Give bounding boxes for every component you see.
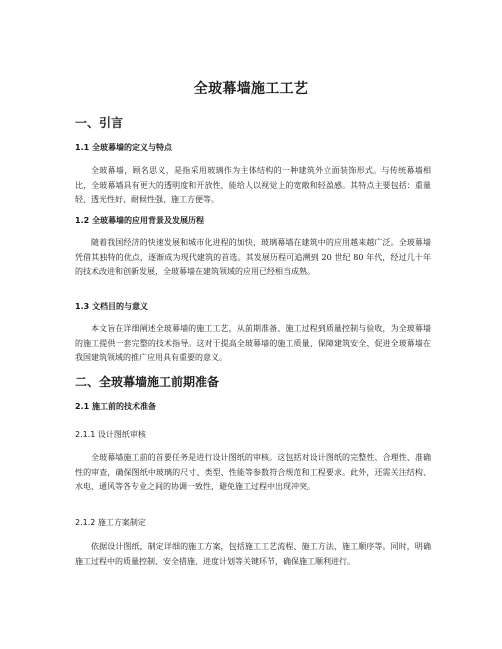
section-1-1-paragraph: 全玻幕墙，顾名思义，是指采用玻璃作为主体结构的一种建筑外立面装饰形式。与传统幕墙相比，全玻幕墙具有更大的透明度和开放性，能给人以视觉上的宽敞和轻盈感。其特点主要包括：重量轻、透光性好、耐候性强、施工方便等。 — [75, 166, 431, 204]
section-2-1-1-paragraph: 全玻幕墙施工前的首要任务是进行设计图纸的审核。这包括对设计图纸的完整性、合理性、准确性的审查，确保图纸中玻璃的尺寸、类型、性能等参数符合规范和工程要求。此外，还需关注结构、水电、通风等各专业之间的协调一致性，避免施工过程中出现冲突。 — [75, 453, 431, 491]
section-2-heading: 二、全玻幕墙施工前期准备 — [75, 375, 220, 389]
document-title: 全玻幕墙施工工艺 — [193, 81, 309, 97]
section-1-2-paragraph: 随着我国经济的快速发展和城市化进程的加快，玻璃幕墙在建筑中的应用越来越广泛。全玻幕墙凭借其独特的优点，逐渐成为现代建筑的首选。其发展历程可追溯到 20 世纪 80 年代，经过几十年的技术改进和创新发展，全玻幕墙在建筑领域的应用已经相当成熟。 — [75, 238, 431, 276]
section-2-1-2-paragraph: 依据设计图纸，制定详细的施工方案，包括施工工艺流程、施工方法、施工顺序等。同时，明确施工过程中的质量控制、安全措施、进度计划等关键环节，确保施工顺利进行。 — [75, 542, 431, 566]
section-1-3-paragraph: 本文旨在详细阐述全玻幕墙的施工工艺，从前期准备、施工过程到质量控制与验收，为全玻幕墙的施工提供一套完整的技术指导。这对于提高全玻幕墙的施工质量、保障建筑安全、促进全玻幕墙在我国建筑领域的推广应用具有重要的意义。 — [75, 324, 431, 362]
section-2-1-1-heading: 2.1.1 设计图纸审核 — [75, 430, 146, 439]
section-1-3-heading: 1.3 文档目的与意义 — [75, 302, 148, 311]
section-2-1-heading: 2.1 施工前的技术准备 — [75, 402, 156, 411]
section-1-1-heading: 1.1 全玻幕墙的定义与特点 — [75, 143, 172, 152]
section-2-1-2-heading: 2.1.2 施工方案制定 — [75, 518, 146, 527]
section-1-heading: 一、引言 — [75, 116, 124, 130]
section-1-2-heading: 1.2 全玻幕墙的应用背景及发展历程 — [75, 216, 204, 225]
